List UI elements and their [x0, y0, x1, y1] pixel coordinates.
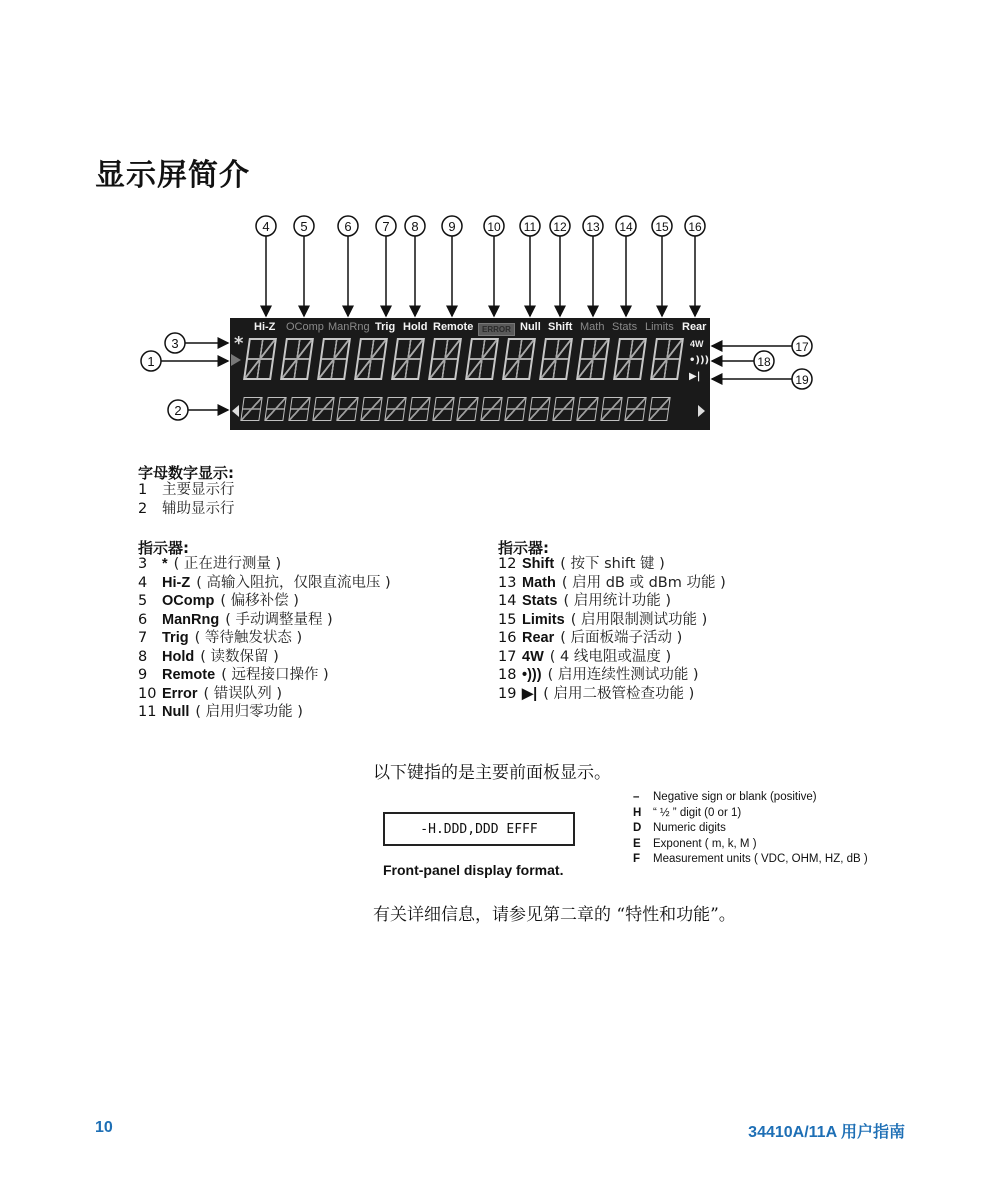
indicators-right-heading: 指示器: [498, 539, 549, 557]
callout-circle [754, 351, 774, 371]
four-wire-indicator: 4W [690, 339, 704, 349]
indicator-keyword: ▶| [522, 685, 538, 702]
alnum-heading: 字母数字显示: [138, 464, 234, 482]
callout-circle [792, 336, 812, 356]
segment-digit [428, 338, 462, 380]
indicator-item: 8 Hold ( 读数保留 ) [138, 648, 279, 665]
callout-number: 2 [174, 403, 182, 418]
legend-item: – Negative sign or blank (positive) [633, 791, 817, 803]
indicator-keyword: Math [522, 574, 556, 591]
indicator-description: ( 正在进行测量 ) [173, 556, 282, 572]
indicator-item: 14 Stats ( 启用统计功能 ) [498, 593, 672, 609]
callout-number: 5 [300, 219, 308, 234]
indicator-description: ( 偏移补偿 ) [220, 593, 299, 609]
indicator-keyword: Null [162, 704, 190, 720]
indicator-keyword: Remote [162, 667, 216, 683]
segment-digit [288, 397, 310, 421]
segment-digit [539, 338, 573, 380]
callout-number: 17 [795, 340, 809, 354]
indicator-description: ( 后面板端子活动 ) [560, 630, 683, 646]
legend-item: F Measurement units ( VDC, OHM, HZ, dB ) [633, 853, 868, 865]
callout-number: 9 [448, 219, 456, 234]
indicator-description: ( 高输入阻抗，仅限直流电压 ) [196, 574, 391, 591]
callout-circle [520, 216, 540, 236]
segment-digit [480, 397, 502, 421]
indicator-item: 9 Remote ( 远程接口操作 ) [138, 667, 329, 683]
diode-icon: ▶| [689, 371, 701, 382]
callout-number: 7 [382, 219, 390, 234]
indicator-keyword: Limits [522, 611, 565, 628]
indicator-description: ( 启用统计功能 ) [563, 593, 672, 609]
callout-circle [550, 216, 570, 236]
segment-digit [600, 397, 622, 421]
callout-number: 4 [262, 219, 270, 234]
segment-digit [624, 397, 646, 421]
segment-digit [650, 338, 684, 380]
callout-number: 1 [147, 354, 155, 369]
callout-number: 10 [487, 220, 501, 234]
callout-circle [792, 369, 812, 389]
indicators-left-list [138, 555, 391, 722]
indicator-item: 4 Hi-Z ( 高输入阻抗，仅限直流电压 ) [138, 574, 391, 591]
legend-item: H “ ½ ” digit (0 or 1) [633, 806, 742, 819]
indicator-item: 17 4W ( 4 线电阻或温度 ) [498, 648, 672, 665]
callout-number: 8 [411, 219, 419, 234]
indicator-description: ( 启用连续性测试功能 ) [547, 667, 699, 683]
scroll-left-arrow-icon [232, 405, 239, 417]
indicator-item: 3 * ( 正在进行测量 ) [138, 556, 282, 572]
indicator-description: ( 启用二极管检查功能 ) [543, 685, 695, 702]
indicator-keyword: ManRng [162, 611, 220, 628]
indicator-item: 18 •))) ( 启用连续性测试功能 ) [498, 667, 699, 683]
segment-digit [528, 397, 550, 421]
indicator-keyword: Shift [522, 556, 555, 572]
callout-number: 6 [344, 219, 352, 234]
segment-digit [648, 397, 670, 421]
indicator-description: ( 远程接口操作 ) [221, 667, 329, 683]
callout-circle [338, 216, 358, 236]
callout-circle [141, 351, 161, 371]
indicators-right-list [498, 555, 726, 703]
segment-digit [280, 338, 314, 380]
annunciator-ocomp: OComp [286, 321, 324, 333]
indicator-description: ( 手动调整量程 ) [225, 611, 333, 628]
annunciator-math: Math [580, 321, 605, 333]
callout-number: 18 [757, 355, 771, 369]
legend-item: E Exponent ( m, k, M ) [633, 837, 757, 850]
callout-circle [294, 216, 314, 236]
callout-circle [583, 216, 603, 236]
indicator-keyword: OComp [162, 593, 215, 609]
indicator-item: 19 ▶| ( 启用二极管检查功能 ) [498, 685, 695, 702]
indicator-description: ( 错误队列 ) [203, 685, 283, 702]
annunciator-remote: Remote [433, 321, 474, 333]
segment-digit [360, 397, 382, 421]
primary-display-digits [246, 338, 681, 380]
callout-circle [168, 400, 188, 420]
indicator-keyword: Error [162, 685, 198, 702]
callout-circle [256, 216, 276, 236]
segment-digit [613, 338, 647, 380]
segment-digit [502, 338, 536, 380]
callout-number: 13 [586, 220, 600, 234]
callout-number: 19 [795, 373, 809, 387]
indicator-description: ( 启用限制测试功能 ) [570, 611, 708, 628]
indicator-item: 10 Error ( 错误队列 ) [138, 685, 283, 702]
indicator-keyword: * [162, 556, 168, 572]
indicator-description: ( 启用归零功能 ) [195, 704, 303, 720]
segment-digit [576, 397, 598, 421]
callout-circle [685, 216, 705, 236]
scroll-right-arrow-icon [698, 405, 705, 417]
indicator-item: 15 Limits ( 启用限制测试功能 ) [498, 611, 708, 628]
display-format-caption: Front-panel display format. [383, 862, 564, 878]
indicator-item: 7 Trig ( 等待触发状态 ) [138, 630, 303, 646]
callout-circle [376, 216, 396, 236]
indicator-item: 16 Rear ( 后面板端子活动 ) [498, 630, 683, 646]
display-format-box: -H.DDD,DDD EFFF [383, 812, 575, 846]
legend-item: D Numeric digits [633, 822, 726, 834]
callout-circle [484, 216, 504, 236]
indicator-item: 12 Shift ( 按下 shift 键 ) [498, 556, 665, 572]
see-also-note: 有关详细信息，请参见第二章的 “特性和功能”。 [373, 905, 736, 925]
annunciator-manrng: ManRng [328, 321, 370, 333]
segment-digit [354, 338, 388, 380]
callout-number: 3 [171, 336, 179, 351]
format-intro: 以下键指的是主要前面板显示。 [373, 763, 611, 783]
segment-digit [312, 397, 334, 421]
alnum-list [138, 481, 235, 518]
callout-circle [616, 216, 636, 236]
segment-digit [384, 397, 406, 421]
annunciator-error: ERROR [478, 323, 515, 336]
indicator-description: ( 读数保留 ) [200, 648, 279, 665]
indicator-item: 11 Null ( 启用归零功能 ) [138, 704, 303, 720]
annunciator-limits: Limits [645, 321, 674, 333]
annunciator-null: Null [520, 321, 541, 333]
segment-digit [432, 397, 454, 421]
indicators-left-heading: 指示器: [138, 539, 189, 557]
list-item: 2 辅助显示行 [138, 500, 235, 517]
indicator-item: 13 Math ( 启用 dB 或 dBm 功能 ) [498, 574, 726, 591]
segment-digit [264, 397, 286, 421]
secondary-display-digits [242, 397, 669, 421]
callout-circle [405, 216, 425, 236]
annunciator-shift: Shift [548, 321, 573, 333]
indicator-keyword: Stats [522, 593, 558, 609]
callout-circle [652, 216, 672, 236]
segment-digit [391, 338, 425, 380]
list-item: 1 主要显示行 [138, 482, 235, 498]
segment-digit [240, 397, 262, 421]
top-callouts [256, 216, 705, 316]
segment-digit [576, 338, 610, 380]
segment-digit [552, 397, 574, 421]
continuity-icon: •))) [689, 355, 710, 366]
indicator-description: ( 等待触发状态 ) [194, 630, 303, 646]
segment-digit [504, 397, 526, 421]
indicator-keyword: 4W [522, 648, 544, 665]
guide-title: 34410A/11A 用户指南 [748, 1124, 905, 1141]
indicator-keyword: Hi-Z [162, 574, 191, 591]
annunciator-rear: Rear [682, 321, 707, 333]
segment-digit [465, 338, 499, 380]
segment-digit [408, 397, 430, 421]
format-legend [633, 790, 868, 868]
segment-digit [336, 397, 358, 421]
annunciator-stats: Stats [612, 321, 638, 333]
indicator-description: ( 4 线电阻或温度 ) [549, 648, 672, 665]
annunciator-trig: Trig [375, 321, 396, 333]
indicator-keyword: Hold [162, 648, 195, 665]
indicator-keyword: Trig [162, 630, 189, 646]
callout-number: 11 [523, 220, 537, 234]
annunciator-hold: Hold [403, 321, 428, 333]
indicator-keyword: •))) [522, 667, 542, 683]
callout-circle [165, 333, 185, 353]
segment-digit [243, 338, 277, 380]
page-number: 10 [95, 1119, 113, 1136]
page-title: 显示屏简介 [95, 158, 250, 193]
annunciator-hi-z: Hi-Z [254, 321, 276, 333]
indicator-description: ( 启用 dB 或 dBm 功能 ) [561, 574, 726, 591]
indicator-keyword: Rear [522, 630, 555, 646]
measuring-star-indicator: * [234, 333, 244, 354]
segment-digit [456, 397, 478, 421]
indicator-item: 5 OComp ( 偏移补偿 ) [138, 593, 299, 609]
indicator-description: ( 按下 shift 键 ) [560, 556, 665, 572]
callout-number: 14 [619, 220, 633, 234]
primary-line-pointer-icon [231, 354, 241, 366]
callout-number: 15 [655, 220, 669, 234]
callout-circle [442, 216, 462, 236]
callout-number: 16 [688, 220, 702, 234]
indicator-item: 6 ManRng ( 手动调整量程 ) [138, 611, 333, 628]
segment-digit [317, 338, 351, 380]
callout-number: 12 [553, 220, 567, 234]
